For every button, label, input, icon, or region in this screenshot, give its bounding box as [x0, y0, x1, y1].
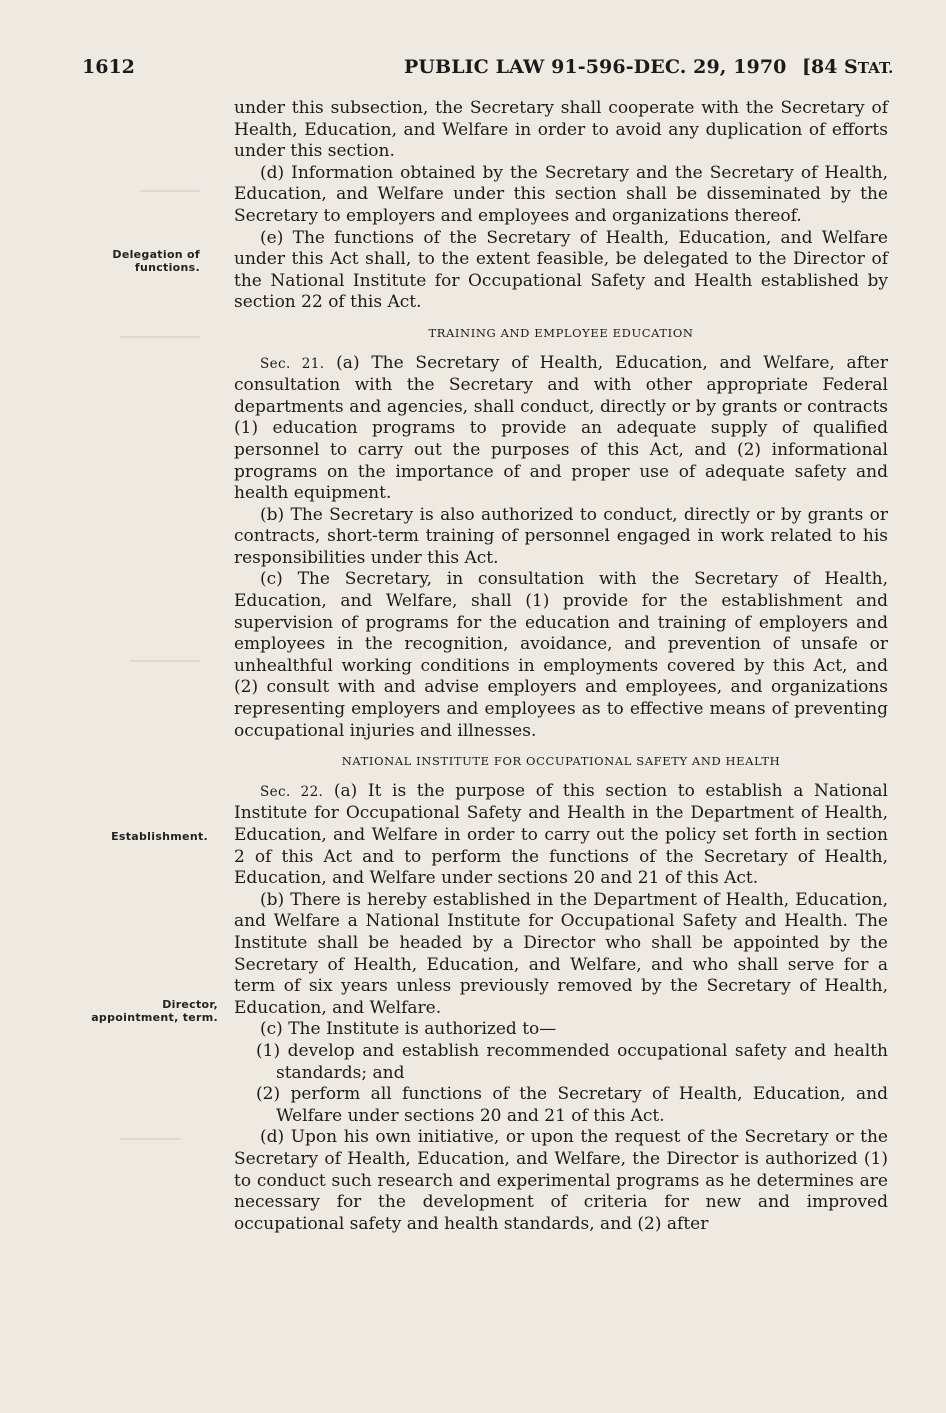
bleed-through-mark: [120, 336, 200, 338]
margin-note-director: Director, appointment, term.: [91, 998, 218, 1024]
paragraph: (e) The functions of the Secretary of Health, Education, and Welfare under this Act shall, to the extent feasible, be delegated to the Director of the National Institute for Occupational Safety and Health established by section 22 of this Act.: [234, 227, 888, 313]
margin-note-establishment: Establishment.: [111, 830, 208, 843]
paragraph: (c) The Institute is authorized to—: [260, 1019, 557, 1040]
section-heading: TRAINING AND EMPLOYEE EDUCATION: [428, 325, 694, 340]
section-label: Sec. 21.: [260, 355, 325, 372]
paragraph: (c) The Secretary, in consultation with the Secretary of Health, Education, and Welfare, shall (1) provide for the establishment and supervision of programs for the education and training of employers and employees in the recognition, avoidance, and prevention of unsafe or unhealthful working conditions in employments covered by this Act, and (2) consult with and advise employers and employees, and organizations representing employers and employees as to effective means of preventing occupational injuries and illnesses.: [234, 569, 888, 741]
bleed-through-mark: [130, 660, 200, 662]
paragraph: Sec. 22. (a) It is the purpose of this section to establish a National Institute for Occupational Safety and Health in the Department of Health, Education, and Welfare in order to carry out the policy set forth in section 2 of this Act and to perform the functions of the Secretary of Health, Education, and Welfare under sections 20 and 21 of this Act.: [234, 780, 888, 889]
paragraph: under this subsection, the Secretary shall cooperate with the Secretary of Health, Education, and Welfare in order to avoid any duplication of efforts under this section.: [234, 98, 888, 162]
body-text: [234, 98, 888, 1235]
page-header: [0, 56, 946, 86]
paragraph: Sec. 21. (a) The Secretary of Health, Education, and Welfare, after consultation with the Secretary and with other appropriate Federal departments and agencies, shall conduct, directly or by grants or contracts (1) education programs to provide an adequate supply of qualified personnel to carry out the purposes of this Act, and (2) informational programs on the importance of and proper use of adequate safety and health equipment.: [234, 352, 888, 504]
section-heading: NATIONAL INSTITUTE FOR OCCUPATIONAL SAFETY AND HEALTH: [341, 754, 781, 769]
section-label: Sec. 22.: [260, 783, 324, 800]
paragraph: (1) develop and establish recommended occupational safety and health standards; and: [256, 1040, 888, 1083]
running-title: PUBLIC LAW 91-596-DEC. 29, 1970: [404, 56, 787, 78]
statute-reference: [84 STAT.: [802, 56, 894, 78]
paragraph: (b) The Secretary is also authorized to conduct, directly or by grants or contracts, short-term training of personnel engaged in work related to his responsibilities under this Act.: [234, 504, 888, 568]
page-number: 1612: [82, 56, 135, 78]
paragraph: (d) Upon his own initiative, or upon the request of the Secretary or the Secretary of Health, Education, and Welfare, the Director is authorized (1) to conduct such research and experimental programs as he determines are necessary for the development of criteria for new and improved occupational safety and health standards, and (2) after: [234, 1127, 888, 1234]
paragraph: (d) Information obtained by the Secretary and the Secretary of Health, Education, and Welfare under this section shall be disseminated by the Secretary to employers and employees and organizations thereof.: [234, 162, 888, 226]
bleed-through-mark: [120, 1138, 180, 1140]
bleed-through-mark: [140, 190, 200, 192]
paragraph: (b) There is hereby established in the Department of Health, Education, and Welfare a National Institute for Occupational Safety and Health. The Institute shall be headed by a Director who shall be appointed by the Secretary of Health, Education, and Welfare, and who shall serve for a term of six years unless previously removed by the Secretary of Health, Education, and Welfare.: [234, 889, 888, 1018]
margin-note-delegation: Delegation of functions.: [112, 248, 200, 274]
paragraph: (2) perform all functions of the Secretary of Health, Education, and Welfare under sections 20 and 21 of this Act.: [256, 1084, 888, 1126]
